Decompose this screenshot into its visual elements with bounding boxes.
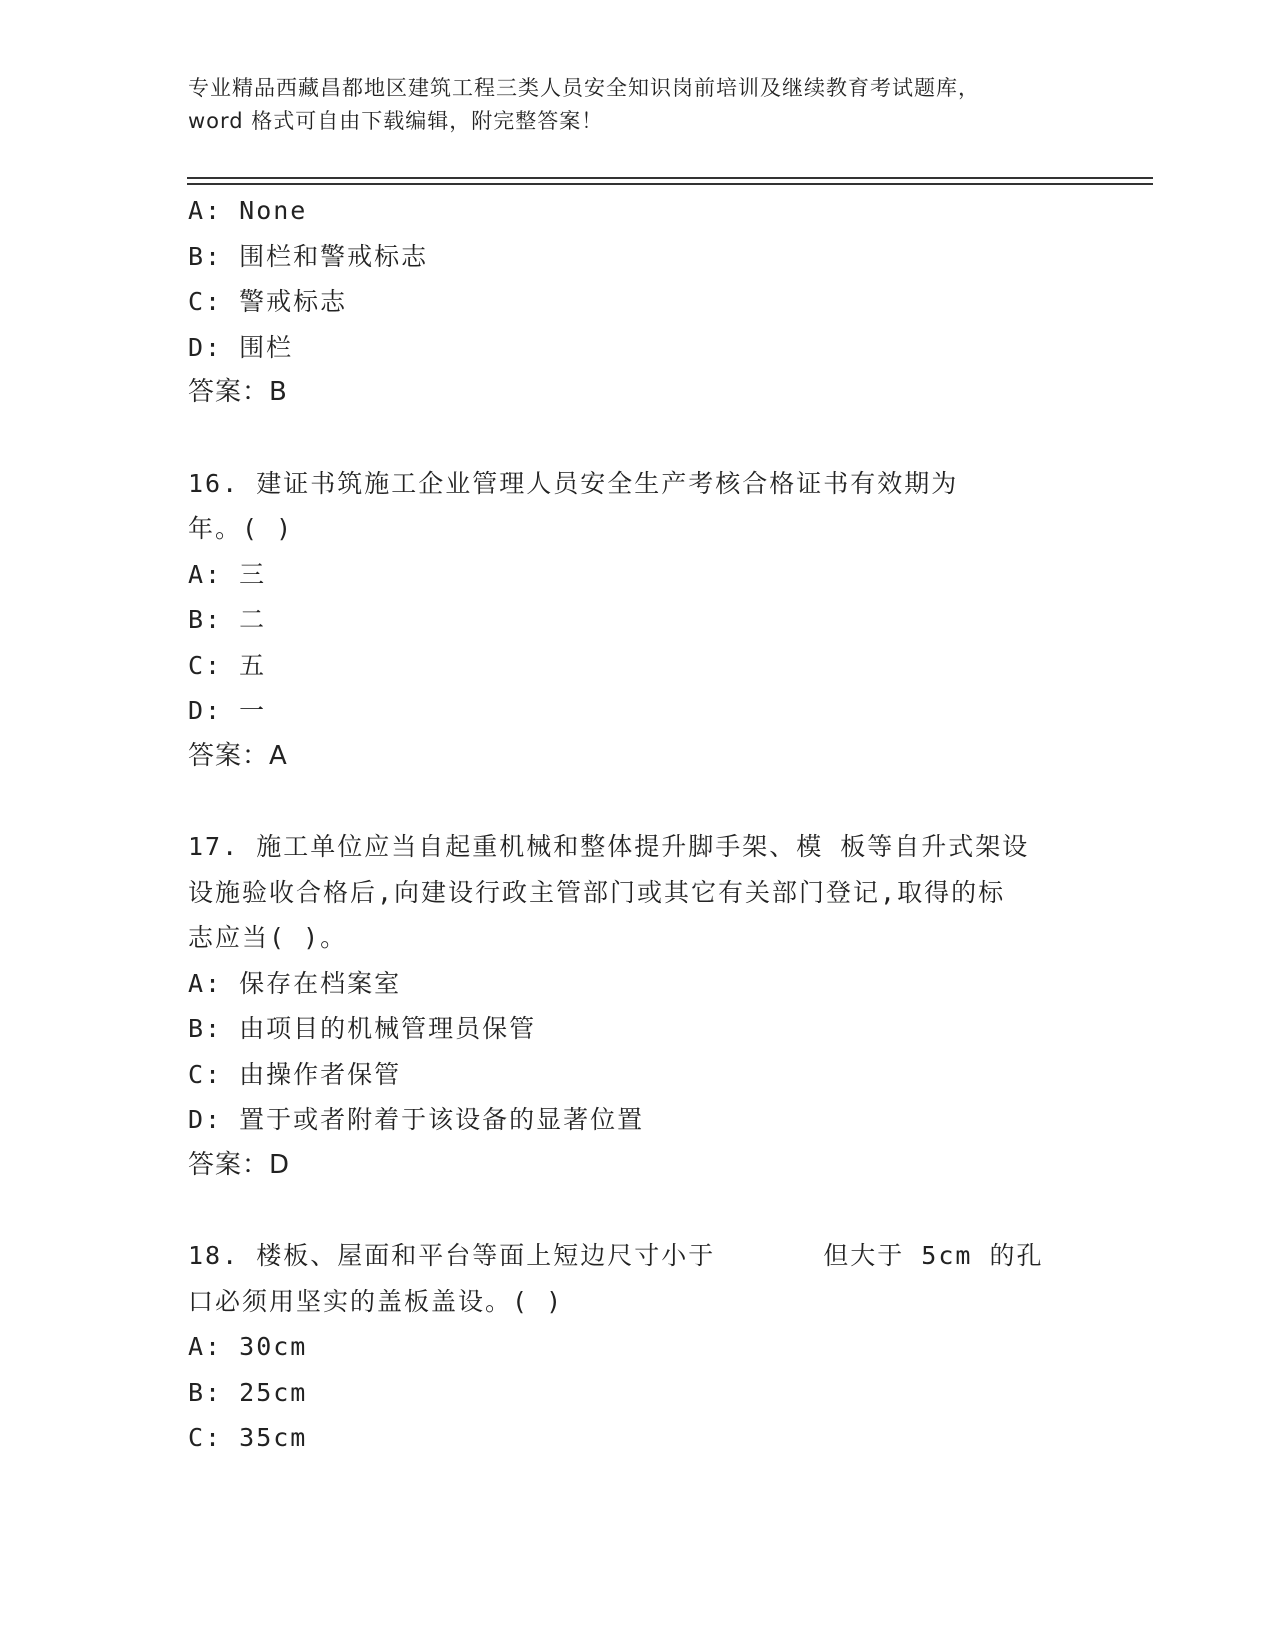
question-stem-line: 年。( ) bbox=[188, 514, 294, 543]
question-18 bbox=[188, 1233, 1088, 1461]
question-stem-line: 17. 施工单位应当自起重机械和整体提升脚手架、模 板等自升式架设 bbox=[188, 832, 1030, 861]
question-stem-line bbox=[188, 1233, 1088, 1279]
question-stem-line: 志应当( )。 bbox=[188, 923, 348, 952]
spacer bbox=[188, 1188, 1088, 1233]
option-b: B: 二 bbox=[188, 605, 267, 634]
question-stem-line: 设施验收合格后,向建设行政主管部门或其它有关部门登记,取得的标 bbox=[188, 877, 1006, 907]
option-b: B: 围栏和警戒标志 bbox=[188, 241, 429, 271]
answer-line: 答案：D bbox=[188, 1149, 291, 1180]
option-d: D: 围栏 bbox=[188, 332, 294, 362]
question-stem-text: 18. 楼板、屋面和平台等面上短边尺寸小于 bbox=[188, 1241, 716, 1270]
document-header bbox=[188, 72, 1088, 138]
question-16 bbox=[188, 461, 1088, 780]
option-a: A: None bbox=[188, 196, 308, 225]
option-d: D: 一 bbox=[188, 696, 267, 725]
answer-line: 答案：A bbox=[188, 740, 288, 771]
header-title-line-1: 专业精品西藏昌都地区建筑工程三类人员安全知识岗前培训及继续教育考试题库， bbox=[188, 76, 980, 100]
option-c: C: 五 bbox=[188, 650, 267, 680]
option-c: C: 由操作者保管 bbox=[188, 1059, 402, 1089]
option-a: A: 保存在档案室 bbox=[188, 968, 402, 998]
answer-line: 答案：B bbox=[188, 377, 288, 407]
spacer bbox=[188, 779, 1088, 824]
header-divider-top bbox=[187, 177, 1153, 179]
option-c: C: 警戒标志 bbox=[188, 287, 348, 316]
option-a: A: 30cm bbox=[188, 1332, 308, 1361]
option-b: B: 由项目的机械管理员保管 bbox=[188, 1014, 537, 1043]
header-divider-bottom bbox=[187, 183, 1153, 185]
question-stem-line: 16. 建证书筑施工企业管理人员安全生产考核合格证书有效期为 bbox=[188, 468, 959, 498]
option-c: C: 35cm bbox=[188, 1423, 308, 1452]
header-title-line-2: word 格式可自由下载编辑，附完整答案！ bbox=[188, 109, 604, 133]
question-15-tail bbox=[188, 188, 1088, 416]
option-b: B: 25cm bbox=[188, 1377, 308, 1407]
spacer bbox=[188, 416, 1088, 461]
question-stem-text: 但大于 5cm 的孔 bbox=[823, 1241, 1044, 1270]
option-d: D: 置于或者附着于该设备的显著位置 bbox=[188, 1105, 645, 1134]
question-list bbox=[188, 188, 1088, 1461]
option-a: A: 三 bbox=[188, 559, 267, 589]
question-stem-line: 口必须用坚实的盖板盖设。( ) bbox=[188, 1286, 564, 1316]
question-17 bbox=[188, 824, 1088, 1188]
